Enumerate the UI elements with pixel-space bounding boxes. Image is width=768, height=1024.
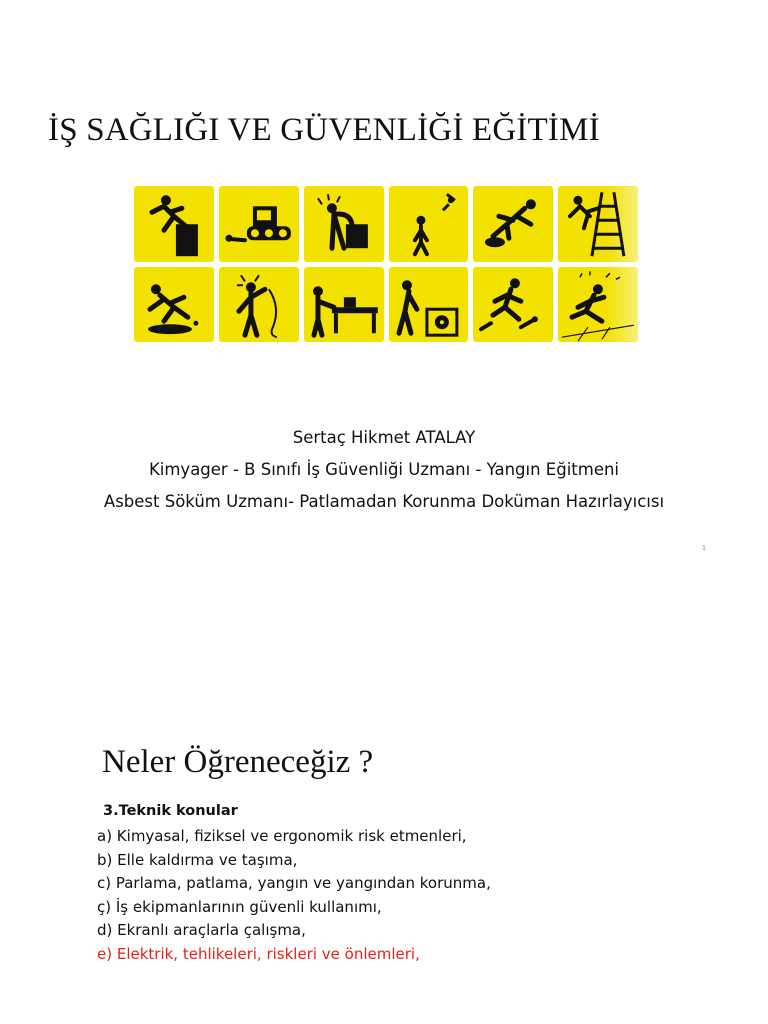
radiation-hazard-icon <box>389 267 469 343</box>
list-item: d) Ekranlı araçlarla çalışma, <box>97 921 306 939</box>
tripping-icon <box>473 186 553 262</box>
falling-from-box-icon <box>134 186 214 262</box>
machine-injury-icon <box>304 267 384 343</box>
author-name: Sertaç Hikmet ATALAY <box>292 428 476 447</box>
lifting-load-icon <box>304 186 384 262</box>
slide-2 <box>0 700 768 1024</box>
ladder-fall-icon <box>558 186 638 262</box>
falling-object-icon <box>389 186 469 262</box>
tripping-over-object-icon <box>473 267 553 343</box>
page-number: 1 <box>702 545 706 552</box>
list-item-highlighted: e) Elektrik, tehlikeleri, riskleri ve önlemleri, <box>97 944 420 963</box>
slipping-on-floor-icon <box>558 267 638 343</box>
author-title-2: Asbest Söküm Uzmanı- Patlamadan Korunma Doküman Hazırlayıcısı <box>103 492 665 511</box>
bulldozer-accident-icon <box>219 186 299 262</box>
slide-heading: Neler Öğreneceğiz ? <box>102 744 374 780</box>
slide-title: İŞ SAĞLIĞI VE GÜVENLİĞİ EĞİTİMİ <box>48 112 600 148</box>
list-item: a) Kimyasal, fiziksel ve ergonomik risk etmenleri, <box>97 827 467 845</box>
list-item: c) Parlama, patlama, yangın ve yangından korunma, <box>97 874 491 892</box>
safety-icons-grid <box>134 186 638 342</box>
slipping-on-spill-icon <box>134 267 214 343</box>
list-item: ç) İş ekipmanlarının güvenli kullanımı, <box>97 897 382 916</box>
list-item: b) Elle kaldırma ve taşıma, <box>97 850 298 869</box>
electric-shock-icon <box>219 267 299 343</box>
topic-list <box>97 825 491 966</box>
author-title-1: Kimyager - B Sınıfı İş Güvenliği Uzmanı - Yangın Eğitmeni <box>148 460 620 479</box>
section-subheading: 3.Teknik konular <box>103 803 238 819</box>
